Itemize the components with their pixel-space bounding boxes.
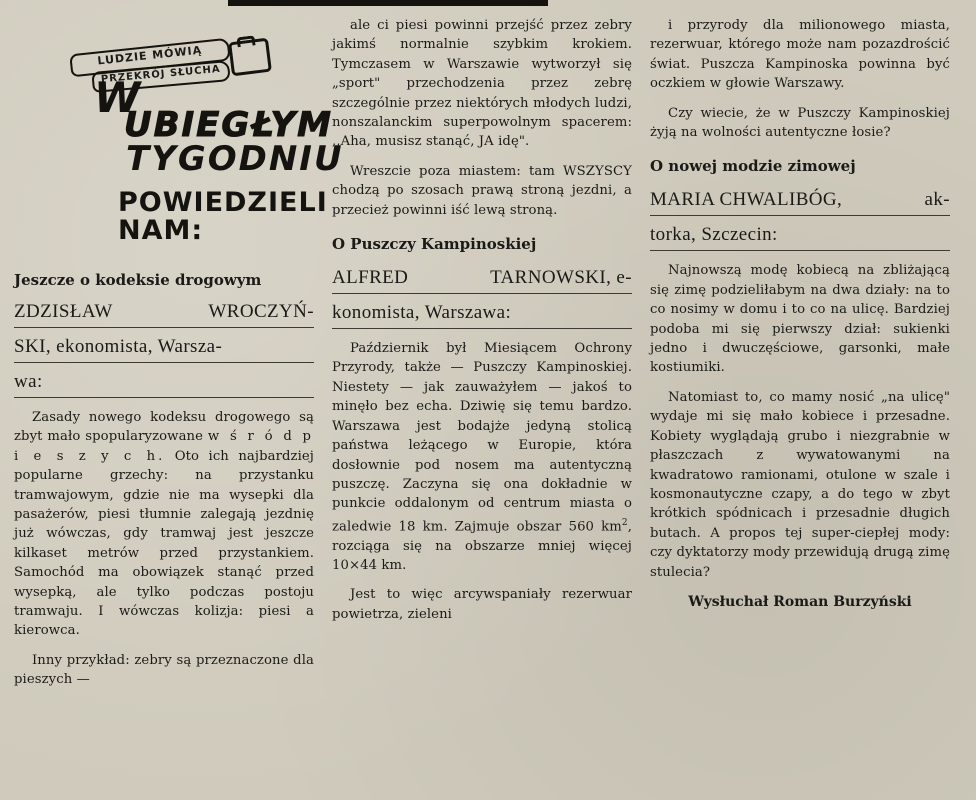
para-1-spaced-phrase: w ś r ó d p i e s z y c h. <box>14 429 314 464</box>
byline-line-2: konomista, Warszawa: <box>332 298 632 329</box>
byline-line-2: torka, Szczecin: <box>650 220 950 251</box>
article-3-byline <box>650 185 950 251</box>
article-2-byline <box>332 263 632 329</box>
masthead-line-nam: NAM: <box>118 215 204 246</box>
banner-ludzie-mowia: LUDZIE MÓWIĄ <box>69 38 231 78</box>
article-2-paragraph-2: Jest to więc arcywspaniały rezerwuar powietrza, zieleni <box>332 587 632 622</box>
article-2-headline: O Puszczy Kampinoskiej <box>332 235 537 254</box>
masthead-letter-w: W <box>94 73 141 122</box>
byline-line-3: wa: <box>14 367 314 398</box>
article-signoff: Wysłuchał Roman Burzyński <box>688 593 912 610</box>
top-rule-divider <box>228 0 548 6</box>
masthead-line-powiedzieli: POWIEDZIELI <box>118 187 328 218</box>
column-3 <box>650 16 950 798</box>
article-3-paragraph-2: Natomiast to, co mamy nosić „na ulicę" wydaje mi się mało kobiece i przesadne. Kobiety wyglądają grubo i niezgrabnie w płaszczach z wywatowanymi na kwadratowo ramionami, otulone w szale i kosmonautyczne czapy, a do tego w zbyt krótkich spódnicach i przesadnie długich butach. A propos tej super-ciepłej mody: czy dyktatorzy mody przewidują drugą zimę stulecia? <box>650 389 950 580</box>
byline-role-part: ak- <box>924 189 950 211</box>
para-segment-a: Październik był Miesiącem Ochrony Przyrody, także — Puszczy Kampinoskiej. Niestety — jak zauważyłem — jakoś to minęło bez echa. Dziwię się temu bardzo. Warszawa jest bodajże jedyną stolicą państwa leżącego w Europie, która dosłownie pod nosem ma autentyczną puszczę. Zaczyna się ona dokładnie w punkcie oddalonym od centrum miasta o zaledwie 18 km. Zajmuje obszar 560 km <box>332 341 632 535</box>
byline-line-2: SKI, ekonomista, Warsza- <box>14 332 314 363</box>
para-segment-b: , rozciąga się na obszarze mniej więcej 10×44 km. <box>332 519 632 573</box>
column-1 <box>14 16 344 798</box>
para-1-segment-a: Zasady nowego kodeksu drogowego są zbyt mało spopularyzowane <box>14 410 314 445</box>
article-3-paragraph-1: Najnowszą modę kobiecą na zbliżającą się zimę podzieliłabym na dwa działy: na to co nosimy w domu i to co na ulicę. Bardziej podoba mi się pierwszy dział: sukienki jedno i dwuczęściowe, garsonki, małe kostiumiki. <box>650 263 950 376</box>
masthead-logo <box>14 16 344 266</box>
byline-line-1 <box>332 263 632 294</box>
byline-line-1 <box>14 297 314 328</box>
article-3-headline: O nowej modzie zimowej <box>650 157 856 176</box>
byline-line-1 <box>650 185 950 216</box>
column-layout <box>14 6 962 798</box>
byline-lastname-part: WROCZYŃ- <box>208 301 314 322</box>
masthead-line-tygodniu: TYGODNIU <box>126 139 344 179</box>
masthead-line-ubieglym: UBIEGŁYM <box>124 105 333 145</box>
article-1-kicker: Jeszcze o kodeksie drogowym <box>14 271 262 289</box>
para-1-segment-b: Oto ich najbardziej popularne grzechy: na przystanku tramwajowym, gdzie nie ma wysepki dla pasażerów, piesi tłumnie zalegają jezdnię już wówczas, gdy tramwaj jest jeszcze kilkaset metrów przed przystankiem. Samochód ma obowiązek stanąć przed wysepką, ale tylko podczas postoju tramwaju. I wówczas kolizja: piesi a kierowca. <box>14 448 314 639</box>
byline-firstname: ZDZISŁAW <box>14 301 113 322</box>
byline-firstname: ALFRED <box>332 267 409 289</box>
column-2 <box>332 16 632 798</box>
article-1-paragraph-3: ale ci piesi powinni przejść przez zebry jakimś normalnie szybkim krokiem. Tymczasem w Warszawie wytworzył się „sport" przechodzenia przez zebrę szczególnie przez niektórych młodych ludzi, nonszalanckim superpowolnym spacerem: ,,Aha, musisz stanąć, JA idę". <box>332 18 632 150</box>
article-2-paragraph-4: Czy wiecie, że w Puszczy Kampinoskiej żyją na wolności autentyczne łosie? <box>650 105 950 141</box>
article-1-paragraph-2: Inny przykład: zebry są przeznaczone dla pieszych — <box>14 652 314 688</box>
article-1-paragraph-1 <box>14 408 314 641</box>
speech-tag-icon <box>228 38 272 77</box>
para-superscript: 2 <box>621 517 628 528</box>
byline-name: MARIA CHWALIBÓG, <box>650 189 843 211</box>
article-2-paragraph-3: i przyrody dla milionowego miasta, rezerwuar, którego może nam pozazdrościć świat. Puszcza Kampinoska powinna być oczkiem w głowie Warszawy. <box>650 18 950 92</box>
article-1-paragraph-4: Wreszcie poza miastem: tam WSZYSCY chodzą po szosach prawą stroną jezdni, a przecież powinni iść lewą stroną. <box>332 163 632 218</box>
article-1-byline <box>14 297 314 398</box>
banner-przekroj-slucha: PRZEKRÓJ SŁUCHA <box>91 60 230 93</box>
article-2-paragraph-1 <box>332 339 632 575</box>
byline-lastname-part: TARNOWSKI, e- <box>490 267 632 289</box>
